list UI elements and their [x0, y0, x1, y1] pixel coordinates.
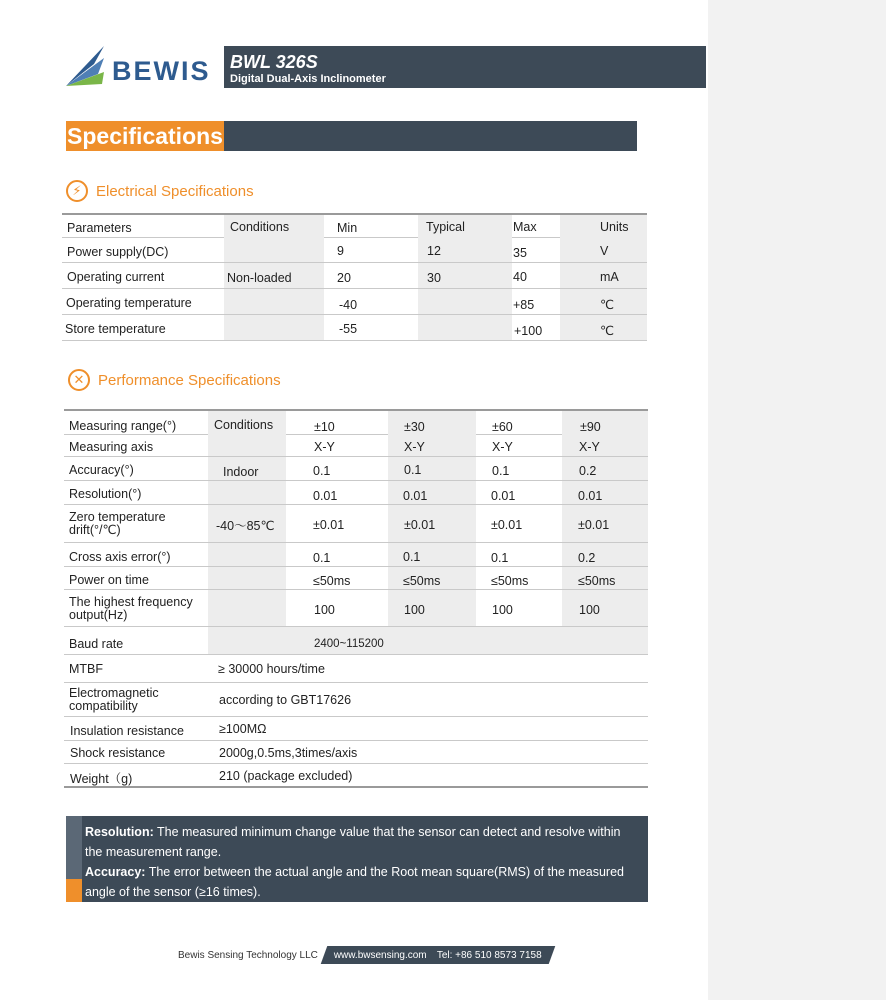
lightning-icon: ⚡ — [66, 180, 88, 202]
table-row — [62, 315, 647, 341]
table-cell: ≤50ms — [313, 574, 351, 588]
table-cell: 20 — [337, 271, 351, 285]
table-cell: ±0.01 — [404, 518, 436, 532]
table-cell: ±0.01 — [578, 518, 610, 532]
table-cell: 0.2 — [579, 464, 597, 478]
table-cell: ≥100MΩ — [219, 722, 267, 736]
table-cell: 12 — [427, 244, 441, 258]
table-cell: Measuring axis — [69, 440, 154, 454]
wrench-icon: ✕ — [68, 369, 90, 391]
table-cell: Zero temperature drift(°/℃) — [69, 510, 166, 537]
table-cell: X-Y — [404, 440, 425, 454]
header-cell: ±30 — [404, 420, 425, 434]
header-cell: Conditions — [214, 418, 274, 432]
table-row — [64, 741, 648, 764]
header-cell: Parameters — [67, 221, 132, 235]
table-cell: ±0.01 — [491, 518, 523, 532]
table-cell: 0.1 — [491, 551, 509, 565]
table-row — [64, 683, 648, 717]
table-cell: 0.01 — [578, 489, 603, 503]
performance-section-title: Performance Specifications — [98, 371, 281, 389]
table-row — [64, 434, 648, 457]
table-cell: 35 — [513, 246, 527, 260]
footer-phone: Tel: +86 510 8573 7158 — [436, 949, 542, 961]
table-cell: Indoor — [223, 465, 259, 479]
table-cell: 210 (package excluded) — [219, 769, 353, 783]
table-row — [62, 237, 647, 263]
header-cell: ±10 — [314, 420, 335, 434]
table-cell: 2000g,0.5ms,3times/axis — [219, 746, 358, 760]
header-cell: Typical — [426, 220, 465, 234]
table-cell: Shock resistance — [70, 746, 166, 760]
table-cell: ≤50ms — [578, 574, 616, 588]
table-cell: 0.1 — [313, 551, 331, 565]
table-cell: X-Y — [314, 440, 335, 454]
table-row — [62, 289, 647, 315]
resolution-label: Resolution: — [85, 825, 154, 839]
table-cell: ±0.01 — [313, 518, 345, 532]
table-cell: ≤50ms — [491, 574, 529, 588]
table-header-row — [64, 409, 648, 435]
brand-name: BEWIS — [112, 56, 211, 86]
table-cell: mA — [600, 270, 619, 284]
table-cell: Operating current — [67, 270, 165, 284]
note-text — [85, 822, 641, 902]
table-cell: 2400~115200 — [314, 638, 384, 650]
table-cell: 40 — [513, 270, 527, 284]
header-cell: ±90 — [580, 420, 601, 434]
table-cell: 100 — [492, 603, 513, 617]
table-row — [64, 717, 648, 741]
table-cell: -40 — [339, 298, 358, 312]
table-cell: V — [600, 244, 609, 258]
footer-contact-bar — [321, 946, 555, 964]
table-cell: -55 — [339, 322, 358, 336]
resolution-definition: The measured minimum change value that the sensor can detect and resolve within the measurement range. — [85, 825, 621, 859]
table-cell: Cross axis error(°) — [69, 550, 171, 564]
product-header — [224, 46, 706, 88]
table-cell: ≥ 30000 hours/time — [218, 662, 325, 676]
table-cell: Weight（g) — [70, 772, 133, 786]
table-cell: Power on time — [69, 573, 149, 587]
table-cell: Resolution(°) — [69, 487, 142, 501]
table-cell: Operating temperature — [66, 296, 192, 310]
table-cell: +85 — [513, 298, 535, 312]
electrical-section-title: Electrical Specifications — [96, 182, 254, 200]
table-cell: 0.1 — [403, 550, 421, 564]
header-cell: ±60 — [492, 420, 513, 434]
accuracy-definition: The error between the actual angle and the Root mean square(RMS) of the measured angle of the sensor (≥16 times). — [85, 865, 624, 899]
table-cell: ≤50ms — [403, 574, 441, 588]
table-cell: ℃ — [600, 298, 615, 312]
table-cell: 0.2 — [578, 551, 596, 565]
table-cell: 0.1 — [313, 464, 331, 478]
table-row — [64, 655, 648, 683]
specifications-banner — [66, 121, 637, 151]
electrical-table — [62, 213, 647, 343]
table-cell: ℃ — [600, 324, 615, 338]
footer-company: Bewis Sensing Technology LLC — [178, 949, 318, 961]
performance-table — [64, 409, 648, 787]
accuracy-label: Accuracy: — [85, 865, 146, 879]
table-cell: Insulation resistance — [70, 724, 184, 738]
footer-website[interactable]: www.bwsensing.com — [333, 949, 427, 961]
table-row — [64, 764, 648, 788]
header-cell: Max — [513, 220, 537, 234]
table-cell: X-Y — [579, 440, 600, 454]
table-header-row — [62, 213, 647, 238]
table-cell: 0.01 — [313, 489, 338, 503]
table-row — [64, 590, 648, 627]
electrical-section-heading — [66, 180, 254, 202]
table-cell: 0.01 — [403, 489, 428, 503]
table-cell: Power supply(DC) — [67, 245, 169, 259]
table-cell: 0.1 — [404, 463, 422, 477]
header-cell: Units — [600, 220, 629, 234]
table-cell: MTBF — [69, 662, 104, 676]
table-cell: +100 — [514, 324, 543, 338]
header-cell: Measuring range(°) — [69, 419, 177, 433]
table-cell: Electromagnetic compatibility — [69, 686, 159, 713]
table-cell: 0.01 — [491, 489, 516, 503]
table-cell: according to GBT17626 — [219, 693, 352, 707]
table-row — [64, 567, 648, 590]
table-row — [64, 481, 648, 505]
table-cell: 30 — [427, 271, 441, 285]
header-cell: Conditions — [230, 220, 290, 234]
table-row — [64, 505, 648, 543]
header-cell: Min — [337, 221, 358, 235]
table-cell: 100 — [314, 603, 335, 617]
table-cell: 9 — [337, 244, 344, 258]
table-cell: Baud rate — [69, 637, 124, 651]
table-cell: -40～85℃ — [216, 519, 275, 533]
table-cell: The highest frequency output(Hz) — [69, 595, 193, 622]
table-cell: Store temperature — [65, 322, 166, 336]
table-row — [64, 627, 648, 655]
table-row — [64, 543, 648, 567]
table-cell: X-Y — [492, 440, 513, 454]
table-cell: Non-loaded — [227, 271, 292, 285]
definitions-note — [66, 816, 648, 902]
page-footer — [178, 946, 552, 964]
table-cell: 0.1 — [492, 464, 510, 478]
table-row — [64, 457, 648, 481]
table-cell: Accuracy(°) — [69, 463, 134, 477]
table-cell: 100 — [579, 603, 600, 617]
performance-section-heading — [68, 369, 281, 391]
product-model: BWL 326S — [230, 52, 318, 72]
specifications-title: Specifications — [67, 123, 223, 149]
table-row — [62, 263, 647, 289]
product-subtitle: Digital Dual-Axis Inclinometer — [230, 73, 386, 85]
table-cell: 100 — [404, 603, 425, 617]
